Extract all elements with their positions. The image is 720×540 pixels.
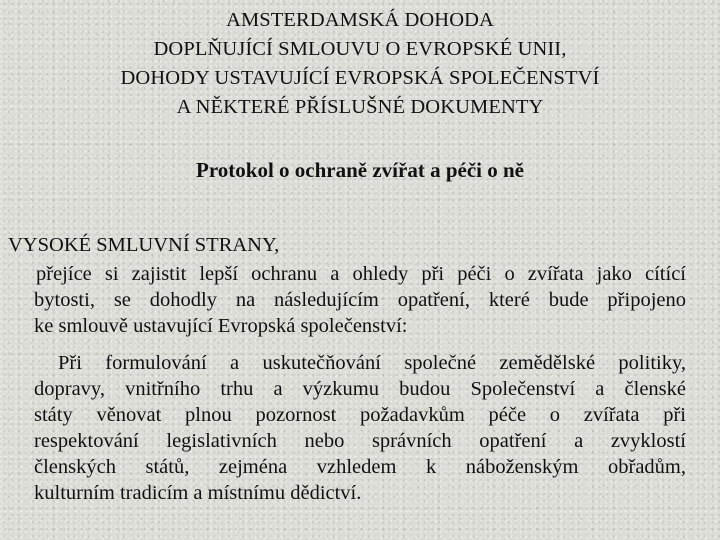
header-subtitle-line-2: DOHODY USTAVUJÍCÍ EVROPSKÁ SPOLEČENSTVÍ xyxy=(120,67,600,89)
document-header xyxy=(0,6,720,122)
paragraph-line: státy věnovat plnou pozornost požadavkům péče o zvířata při xyxy=(34,404,686,426)
paragraph-line: kulturním tradicím a místnímu dědictví. xyxy=(34,482,362,504)
paragraph-line: ke smlouvě ustavující Evropská společenství: xyxy=(34,315,408,337)
header-subtitle-line-3: A NĚKTERÉ PŘÍSLUŠNÉ DOKUMENTY xyxy=(176,96,544,118)
header-subtitle-line-1: DOPLŇUJÍCÍ SMLOUVU O EVROPSKÉ UNII, xyxy=(153,38,567,60)
paragraph-intent xyxy=(34,261,686,339)
header-title: AMSTERDAMSKÁ DOHODA xyxy=(226,9,494,31)
paragraph-line: dopravy, vnitřního trhu a výzkumu budou Společenství a členské xyxy=(34,378,686,400)
protocol-title: Protokol o ochraně zvířat a péči o ně xyxy=(196,158,524,182)
paragraph-line: členských států, zejména vzhledem k náboženským obřadům, xyxy=(34,456,686,478)
paragraph-provision xyxy=(34,350,686,506)
paragraph-line: bytosti, se dohodly na následujícím opatření, které bude připojeno xyxy=(34,289,686,311)
paragraph-line: Při formulování a uskutečňování společné zemědělské politiky, xyxy=(58,352,686,374)
paragraph-line: respektování legislativních nebo správních opatření a zvyklostí xyxy=(34,430,686,452)
contracting-parties-heading: VYSOKÉ SMLUVNÍ STRANY, xyxy=(8,234,280,256)
paragraph-line: přejíce si zajistit lepší ochranu a ohledy při péči o zvířata jako cítící xyxy=(36,263,686,285)
